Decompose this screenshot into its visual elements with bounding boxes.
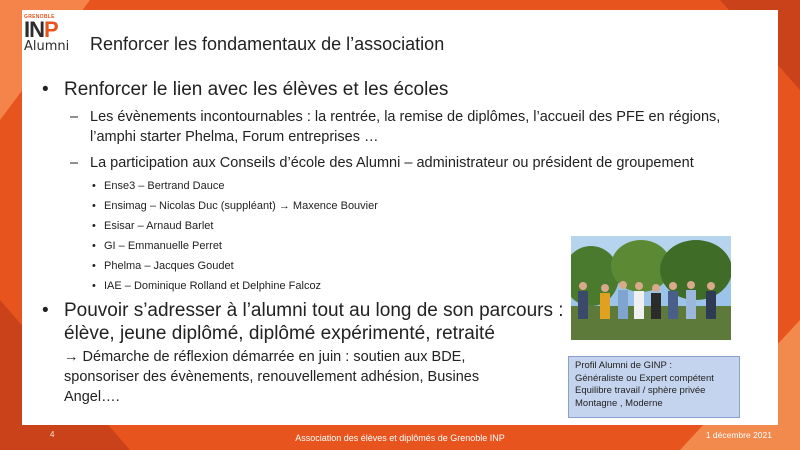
logo-top-text: GRENOBLE	[24, 14, 55, 20]
bullet-level2: – Les évènements incontournables : la rentrée, la remise de diplômes, l’accueil des PFE en régions, l’amphi starter Phelma, Forum entreprises …	[42, 107, 762, 147]
bullet-level1: • Pouvoir s’adresser à l’alumni tout au long de son parcours : élève, jeune diplômé, diplômé expérimenté, retraité	[42, 299, 584, 345]
school-item: • Phelma – Jacques Goudet	[42, 259, 762, 273]
callout-line: Equilibre travail / sphère privée	[575, 385, 706, 396]
callout-line: Profil Alumni de GINP :	[575, 360, 672, 371]
bullet-level2: – La participation aux Conseils d’école des Alumni – administrateur ou président de groupement	[42, 153, 762, 173]
slide-number: 4	[50, 430, 55, 439]
footer-date: 1 décembre 2021	[705, 430, 772, 440]
callout-line: Montagne , Moderne	[575, 397, 663, 409]
logo-alumni-text: Alumni	[24, 39, 70, 54]
callout-line: Généraliste ou Expert compétent	[575, 372, 714, 384]
group-photo	[571, 236, 731, 340]
logo-inp-text: INP	[24, 17, 58, 42]
school-item: • GI – Emmanuelle Perret	[42, 239, 762, 253]
footer-text: Association des élèves et diplômés de Grenoble INP	[295, 433, 505, 443]
grenoble-inp-alumni-logo	[24, 14, 68, 60]
bullet-level1: • Renforcer le lien avec les élèves et les écoles	[42, 78, 762, 101]
bullet-detail: → Démarche de réflexion démarrée en juin : soutien aux BDE, sponsoriser des évènements, renouvellement adhésion, Busines Angel….	[64, 349, 480, 405]
alumni-profile-callout	[568, 356, 740, 418]
school-item: • IAE – Dominique Rolland et Delphine Falcoz	[42, 279, 762, 293]
slide-title: Renforcer les fondamentaux de l’association	[90, 34, 445, 54]
school-item: • Ensimag – Nicolas Duc (suppléant) → Maxence Bouvier	[42, 199, 762, 213]
school-item: • Esisar – Arnaud Barlet	[42, 219, 762, 233]
school-item: • Ense3 – Bertrand Dauce	[42, 179, 762, 193]
